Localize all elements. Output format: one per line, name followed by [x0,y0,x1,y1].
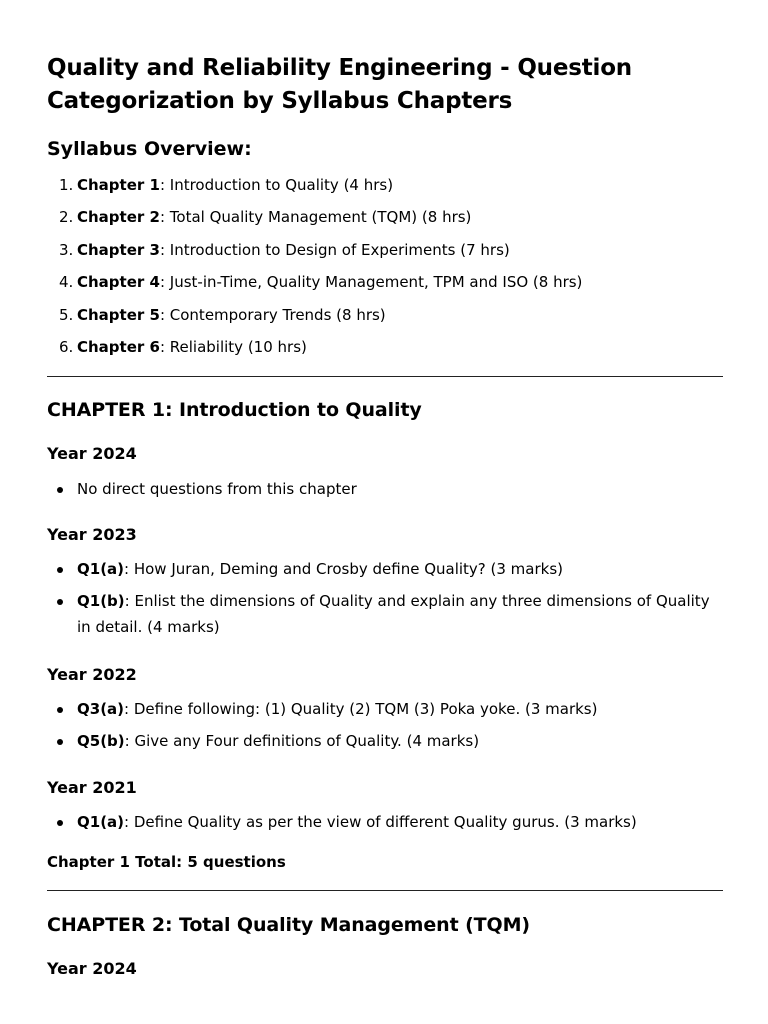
syllabus-overview-heading: Syllabus Overview: [47,138,252,160]
question-list [47,476,723,508]
question-list [47,556,723,646]
syllabus-list [47,174,723,368]
year-heading: Year 2024 [47,444,137,463]
year-heading: Year 2024 [47,959,137,978]
year-heading: Year 2022 [47,665,137,684]
syllabus-item: 3. Chapter 3: Introduction to Design of Experiments (7 hrs) [59,240,510,259]
section-divider [47,890,723,891]
syllabus-item: 4. Chapter 4: Just-in-Time, Quality Management, TPM and ISO (8 hrs) [59,273,583,292]
section-divider [47,376,723,377]
list-item: Q1(a): Define Quality as per the view of different Quality gurus. (3 marks) [47,809,723,835]
question-list [47,696,723,760]
list-item: Q1(b): Enlist the dimensions of Quality and explain any three dimensions of Quality in detail. (4 marks) [47,588,723,640]
year-heading: Year 2021 [47,778,137,797]
page-title: Quality and Reliability Engineering - Question Categorization by Syllabus Chapters [47,55,632,114]
chapter-1-heading: CHAPTER 1: Introduction to Quality [47,399,422,421]
syllabus-item: 6. Chapter 6: Reliability (10 hrs) [59,337,307,356]
question-list [47,809,723,841]
list-item: Q3(a): Define following: (1) Quality (2) TQM (3) Poka yoke. (3 marks) [47,696,723,722]
syllabus-item: 2. Chapter 2: Total Quality Management (TQM) (8 hrs) [59,208,472,227]
list-item: No direct questions from this chapter [47,476,723,502]
list-item: Q1(a): How Juran, Deming and Crosby define Quality? (3 marks) [47,556,723,582]
syllabus-item: 1. Chapter 1: Introduction to Quality (4 hrs) [59,176,394,194]
chapter-2-heading: CHAPTER 2: Total Quality Management (TQM) [47,914,530,936]
list-item: Q5(b): Give any Four definitions of Quality. (4 marks) [47,728,723,754]
year-heading: Year 2023 [47,525,137,544]
chapter-total: Chapter 1 Total: 5 questions [47,853,286,871]
syllabus-item: 5. Chapter 5: Contemporary Trends (8 hrs) [59,305,386,324]
